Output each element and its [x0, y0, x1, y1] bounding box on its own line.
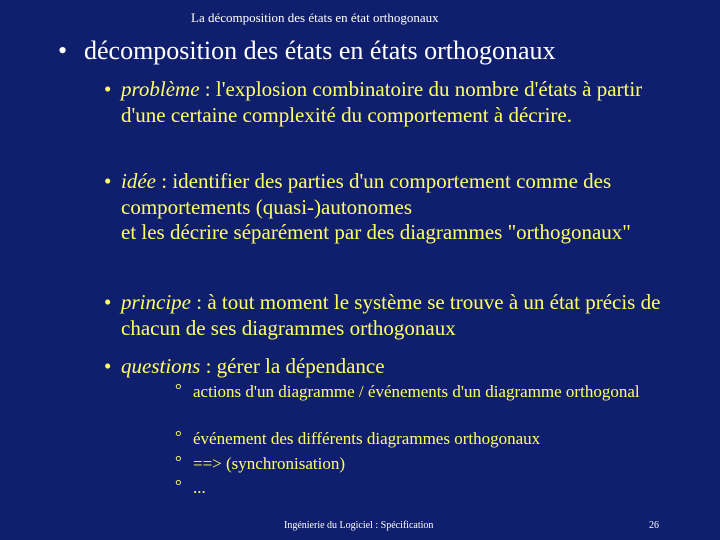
sub-bullet-principe	[104, 290, 684, 341]
sub-bullet-questions	[104, 354, 684, 380]
term-probleme: problème	[121, 77, 200, 101]
degree-mark: °	[175, 452, 182, 471]
sub-bullet-text: : gérer la dépendance	[200, 354, 385, 378]
degree-mark: °	[175, 476, 182, 495]
term-idee: idée	[121, 169, 156, 193]
term-principe: principe	[121, 290, 191, 314]
main-bullet	[58, 36, 556, 66]
sub-bullet-text: : l'explosion combinatoire du nombre d'états à partir d'une certaine complexité du comportement à décrire.	[121, 77, 643, 127]
degree-item	[175, 453, 655, 475]
degree-item-text: actions d'un diagramme / événements d'un diagramme orthogonal	[193, 382, 640, 401]
degree-item	[175, 428, 655, 450]
degree-item-text: ...	[193, 478, 206, 497]
degree-item	[175, 477, 655, 499]
bullet-dot: •	[104, 354, 112, 378]
degree-mark: °	[175, 427, 182, 446]
slide-footer: Ingénierie du Logiciel : Spécification	[284, 520, 434, 531]
bullet-dot: •	[104, 290, 112, 314]
bullet-dot: •	[104, 169, 112, 193]
term-questions: questions	[121, 354, 201, 378]
sub-bullet-text: : à tout moment le système se trouve à un état précis de chacun de ses diagrammes orthogonaux	[121, 290, 661, 340]
sub-bullet-text-line2: et les décrire séparément par des diagrammes "orthogonaux"	[121, 220, 631, 244]
sub-bullet-text: : identifier des parties d'un comportement comme des comportements (quasi-)autonomes	[121, 169, 612, 219]
degree-item-text: ==> (synchronisation)	[193, 454, 345, 473]
main-bullet-text: décomposition des états en états orthogonaux	[84, 36, 556, 65]
slide-header: La décomposition des états en état orthogonaux	[191, 10, 439, 25]
bullet-dot: •	[58, 36, 68, 65]
sub-bullet-idee	[104, 169, 684, 246]
page-number: 26	[649, 520, 659, 531]
sub-bullet-probleme	[104, 77, 684, 128]
degree-item	[175, 381, 655, 403]
degree-mark: °	[175, 380, 182, 399]
degree-item-text: événement des différents diagrammes orthogonaux	[193, 429, 541, 448]
bullet-dot: •	[104, 77, 112, 101]
